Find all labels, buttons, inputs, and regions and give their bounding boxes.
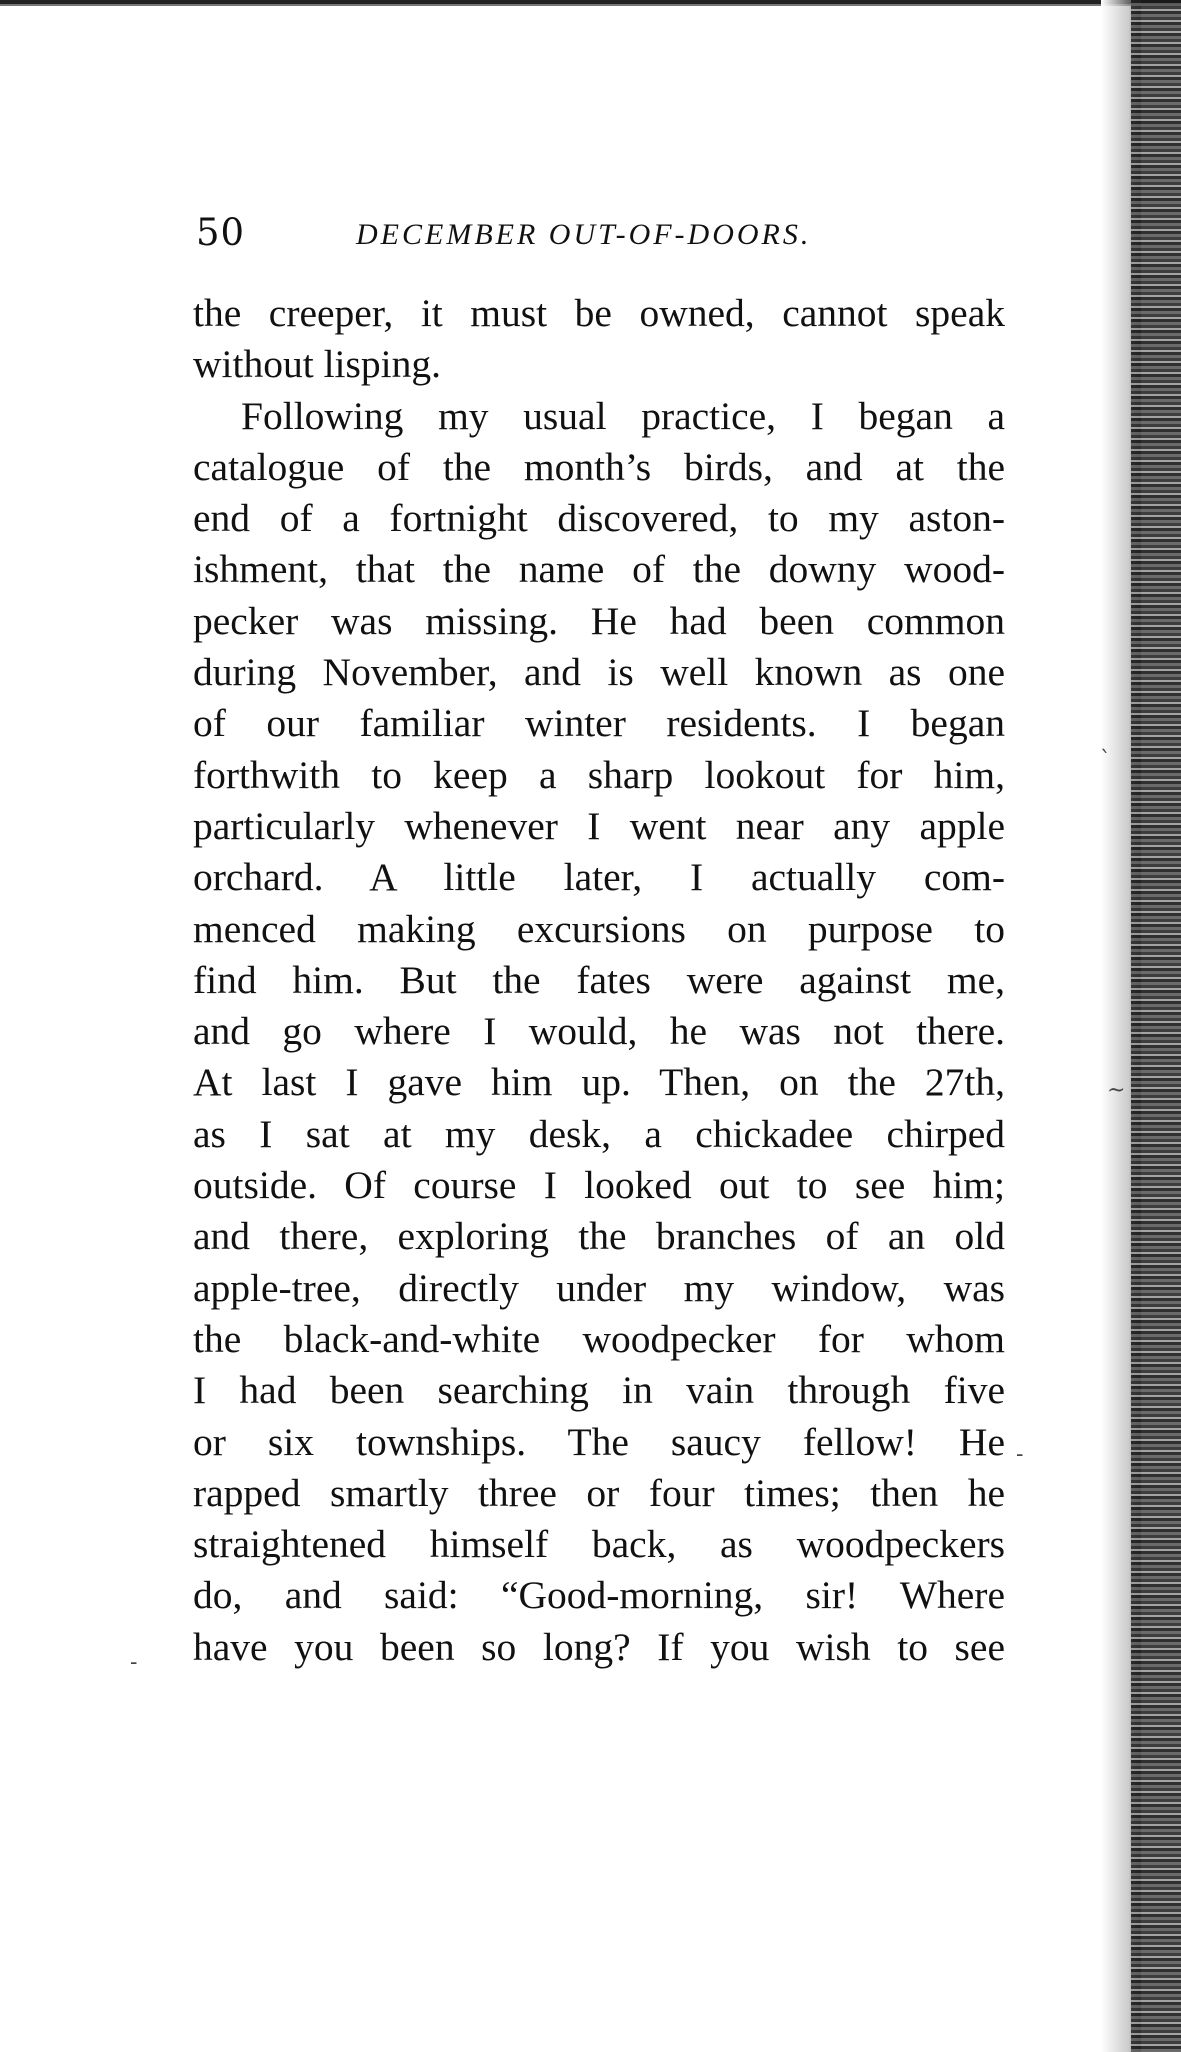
text-line: without lisping. bbox=[193, 342, 441, 387]
text-line: of our familiar winter residents. I began bbox=[193, 701, 1005, 746]
text-line: find him. But the fates were against me, bbox=[193, 957, 1005, 1002]
text-line: forthwith to keep a sharp lookout for him, bbox=[193, 752, 1005, 797]
scan-speck: - bbox=[130, 1650, 138, 1675]
running-head bbox=[196, 208, 996, 258]
text-line: pecker was missing. He had been common bbox=[193, 598, 1005, 643]
text-line: during November, and is well known as one bbox=[193, 650, 1005, 695]
scan-speck: ` bbox=[1100, 748, 1111, 773]
scan-speck: ~ bbox=[1107, 1078, 1126, 1103]
text-line: orchard. A little later, I actually com- bbox=[193, 855, 1005, 900]
text-line: At last I gave him up. Then, on the 27th, bbox=[193, 1060, 1005, 1105]
text-line: menced making excursions on purpose to bbox=[193, 906, 1005, 951]
page-top-edge bbox=[0, 0, 1181, 10]
paragraph-first-line: Following my usual practice, I began a bbox=[241, 393, 1005, 438]
page-number: 50 bbox=[196, 211, 246, 254]
text-line: straightened himself back, as woodpeckers bbox=[193, 1522, 1005, 1567]
running-title: DECEMBER OUT-OF-DOORS. bbox=[356, 218, 812, 251]
text-line: ishment, that the name of the downy wood- bbox=[193, 547, 1005, 592]
text-line: apple-tree, directly under my window, was bbox=[193, 1265, 1005, 1310]
body-text bbox=[193, 288, 1005, 1708]
text-line: as I sat at my desk, a chickadee chirped bbox=[193, 1111, 1005, 1156]
text-line: the creeper, it must be owned, cannot speak bbox=[193, 291, 1005, 335]
text-line: I had been searching in vain through five bbox=[193, 1368, 1005, 1413]
text-line: catalogue of the month’s birds, and at the bbox=[193, 444, 1005, 489]
page-edge-gutter bbox=[1131, 0, 1181, 2052]
text-line: outside. Of course I looked out to see him; bbox=[193, 1163, 1005, 1208]
text-line: do, and said: “Good-morning, sir! Where bbox=[193, 1573, 1005, 1618]
scan-speck: - bbox=[1016, 1442, 1024, 1467]
text-line: or six townships. The saucy fellow! He bbox=[193, 1419, 1005, 1464]
text-line: rapped smartly three or four times; then he bbox=[193, 1470, 1005, 1515]
text-line: particularly whenever I went near any apple bbox=[193, 803, 1005, 848]
text-line: the black-and-white woodpecker for whom bbox=[193, 1316, 1005, 1361]
text-line: and go where I would, he was not there. bbox=[193, 1009, 1005, 1054]
text-line: end of a fortnight discovered, to my aston- bbox=[193, 496, 1005, 541]
text-line: and there, exploring the branches of an old bbox=[193, 1214, 1005, 1259]
text-line: have you been so long? If you wish to see bbox=[193, 1624, 1005, 1669]
